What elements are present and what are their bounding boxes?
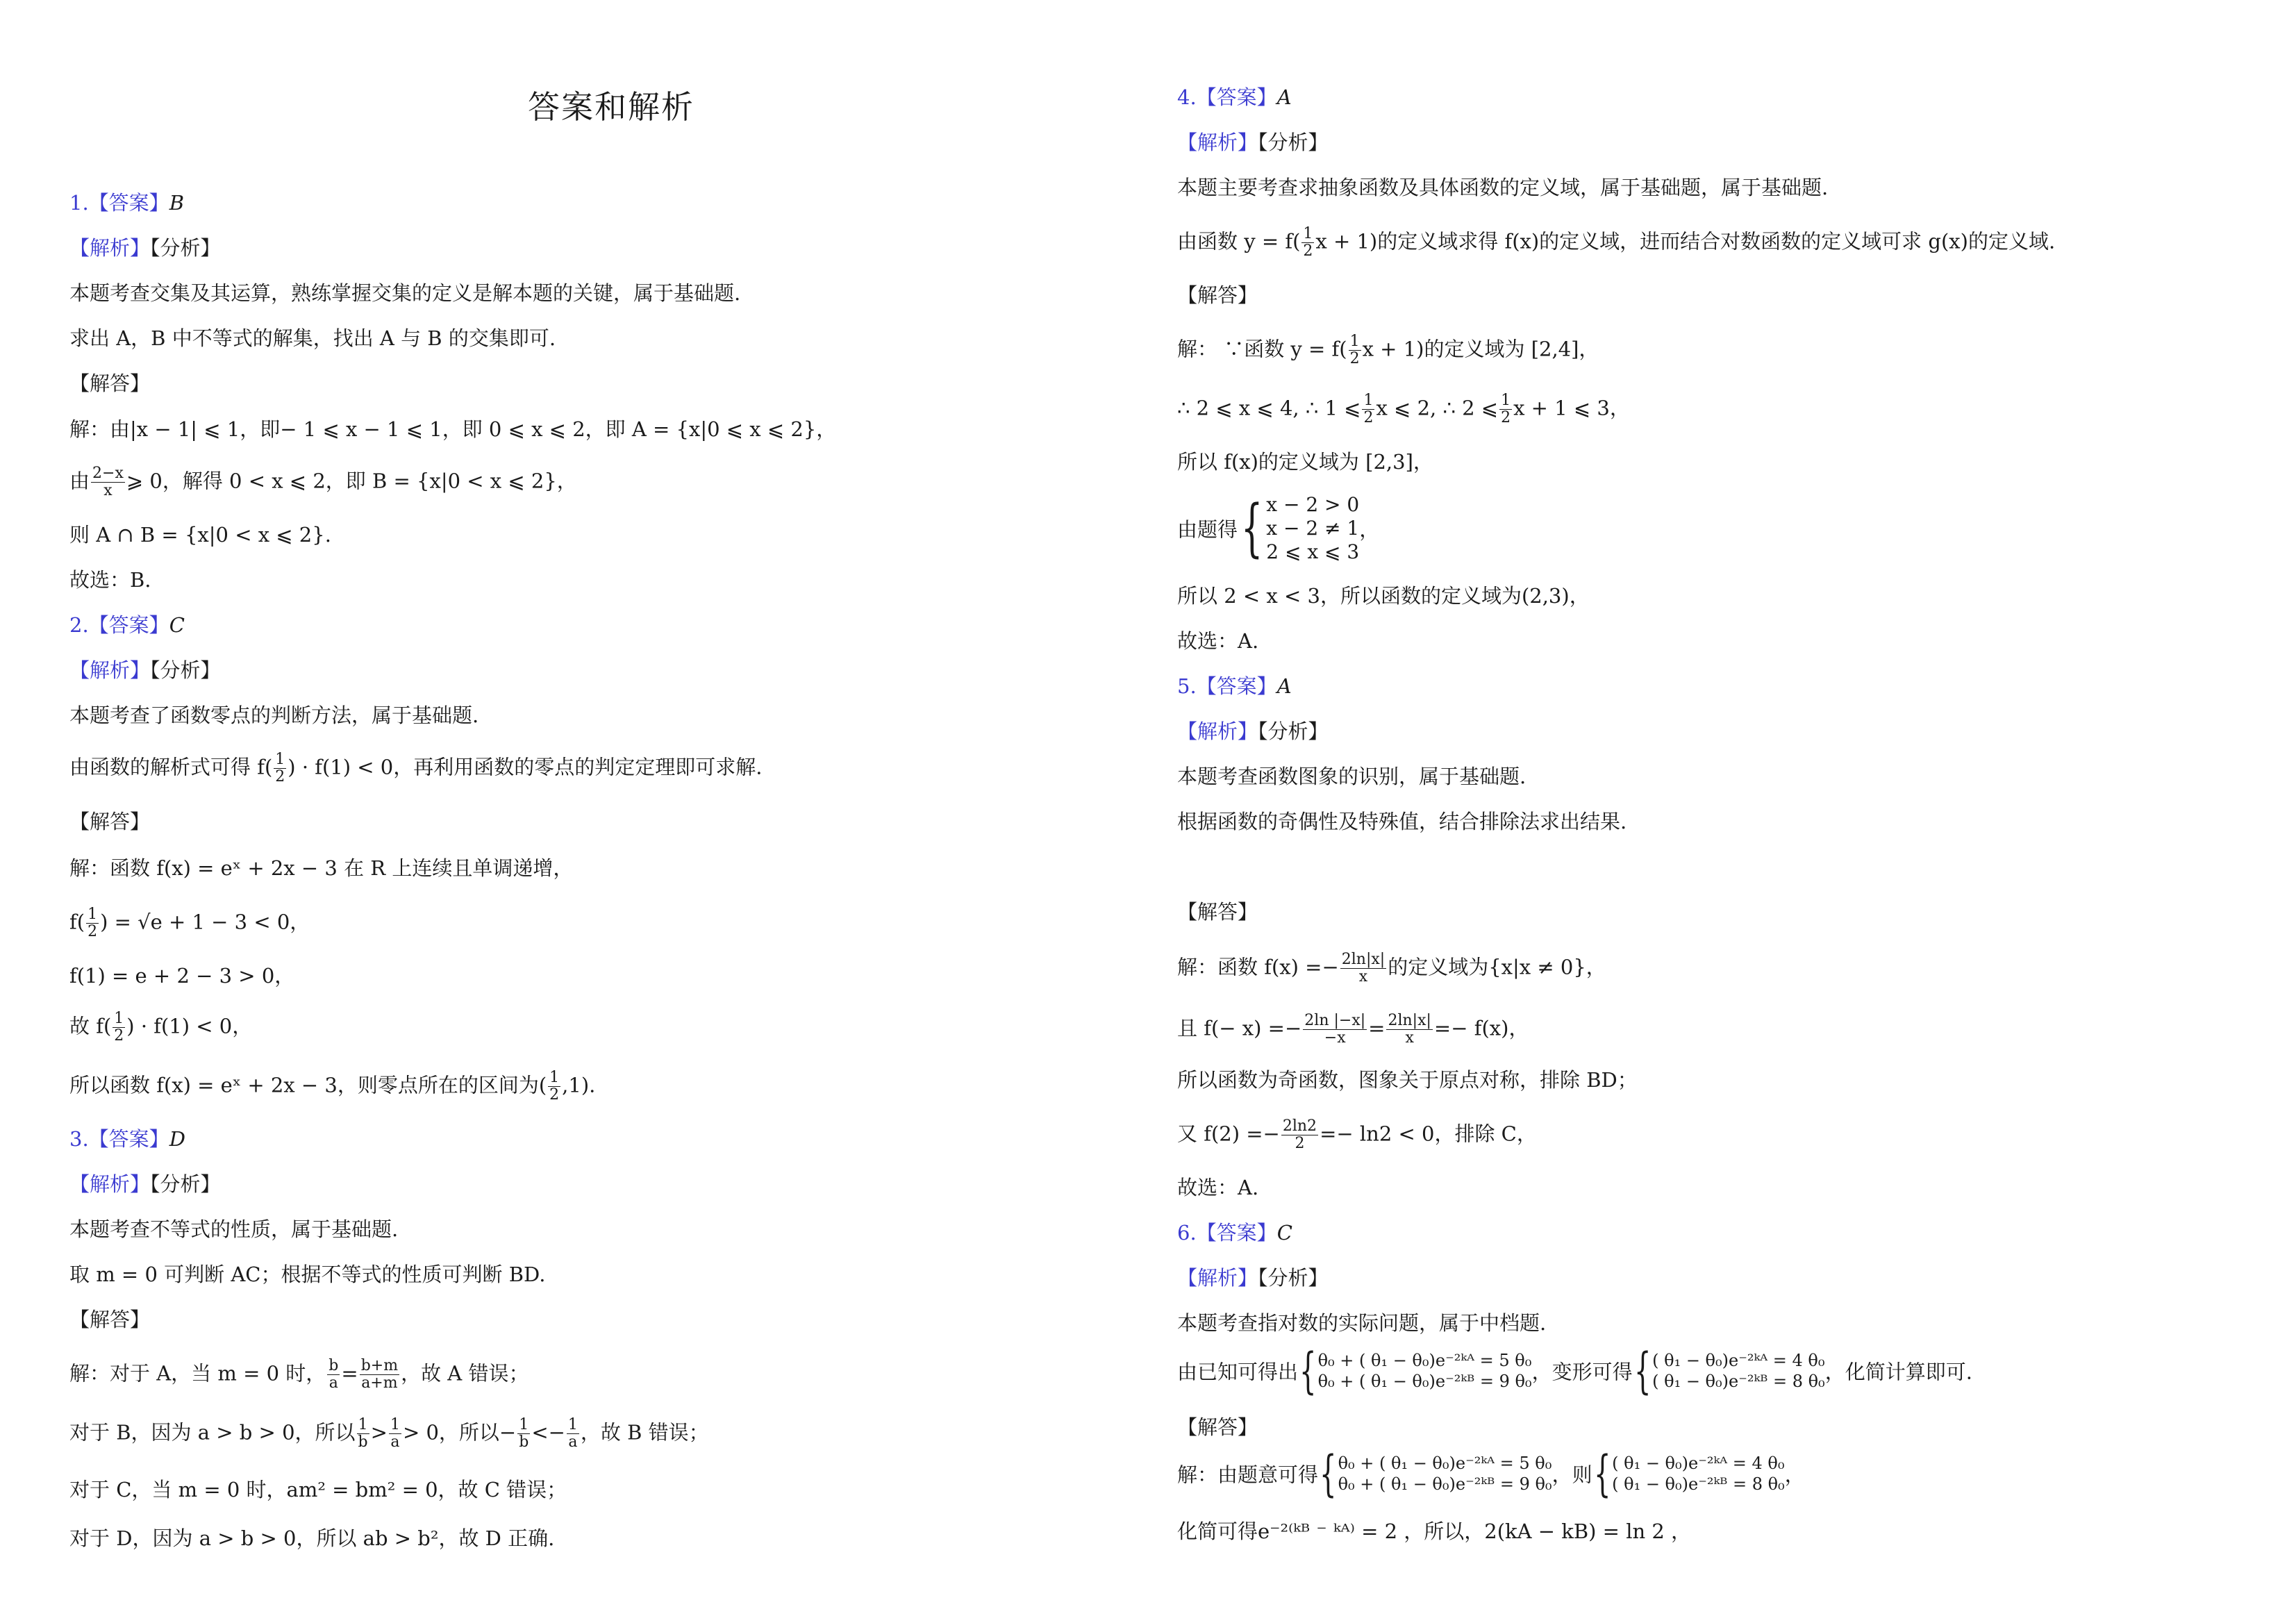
q4-analysis-1: 本题主要考查求抽象函数及具体函数的定义域，属于基础题，属于基础题. xyxy=(1177,176,1829,199)
q6-answer-line: 6.【答案】C xyxy=(1177,1221,1292,1245)
q5-solution-4: 又 f(2) =− $\frac{2\ln 2}{2}$ =− ln2 < 0，排除 C， xyxy=(1177,1117,1537,1152)
q1-answer-line: 1.【答案】B xyxy=(69,191,184,215)
q4-solution-4: 由题得{ x − 2 > 0 x − 2 ≠ 1 2 ⩽ x ⩽ 3 ， xyxy=(1177,492,1380,565)
q6-solution-tag: 【解答】 xyxy=(1177,1415,1258,1439)
q6-analysis-2: 由已知可得出{ θ₀ + ( θ₁ − θ₀)e⁻²ᵏᴬ = 5 θ₀ θ₀ + ( θ₁ − θ₀)e⁻²ᵏᴮ = 9 θ₀ ，变形可得{ ( θ₁ − θ₀)e⁻²ᵏᴬ = 4 θ₀ ( θ₁ − θ₀)e⁻²ᵏᴮ = 8 θ₀ ，化简计算即可. xyxy=(1177,1342,1972,1399)
q5-analysis-tag: 【解析】【分析】 xyxy=(1177,719,1329,743)
q3-answer-line: 3.【答案】D xyxy=(69,1127,185,1151)
q5-solution-2: 且 f(− x) =− $\frac{2\ln |-x|}{-x}$ = $\frac{2\ln|x|}{x}$ =− f(x)， xyxy=(1177,1012,1529,1047)
q4-analysis-2: 由函数 y = f( $\frac{1}{2}$ x + 1)的定义域求得 f(x)的定义域，进而结合对数函数的定义域可求 g(x)的定义域. xyxy=(1177,225,2056,260)
q5-solution-3: 所以函数为奇函数，图象关于原点对称，排除 BD； xyxy=(1177,1068,1638,1092)
q2-solution-tag: 【解答】 xyxy=(69,810,151,833)
q5-analysis-2: 根据函数的奇偶性及特殊值，结合排除法求出结果. xyxy=(1177,810,1627,833)
q4-analysis-tag: 【解析】【分析】 xyxy=(1177,131,1329,154)
q3-solution-4: 对于 D，因为 a > b > 0，所以 ab > b²，故 D 正确. xyxy=(69,1526,555,1550)
q5-solution-tag: 【解答】 xyxy=(1177,900,1258,924)
q3-solution-2: 对于 B，因为 a > b > 0，所以 $\frac{1}{b}$ > $\frac{1}{a}$ > 0，所以− $\frac{1}{b}$ <− $\frac{1}{a}$ ，故 B 错误； xyxy=(69,1416,709,1451)
q4-answer-line: 4.【答案】A xyxy=(1177,85,1292,109)
q2-analysis-2: 由函数的解析式可得 f( $\frac{1}{2}$ ) · f(1) < 0，再利用函数的零点的判定定理即可求解. xyxy=(69,751,763,785)
q4-solution-5: 所以 2 < x < 3，所以函数的定义域为(2,3)， xyxy=(1177,584,1590,608)
q1-solution-3: 则 A ∩ B = {x|0 < x ⩽ 2}. xyxy=(69,523,331,547)
q2-analysis-tag: 【解析】【分析】 xyxy=(69,658,221,682)
q5-solution-1: 解：函数 f(x) =− $\frac{2\ln|x|}{x}$ 的定义域为{x|x ≠ 0}， xyxy=(1177,951,1606,985)
q6-solution-2: 化简可得e⁻²⁽ᵏᴮ ⁻ ᵏᴬ⁾ = 2 ，所以，2(kA − kB) = ln 2 ， xyxy=(1177,1520,1692,1543)
q4-solution-1: 解： ∵函数 y = f( $\frac{1}{2}$ x + 1)的定义域为 [2,4]， xyxy=(1177,333,1599,367)
q2-answer-line: 2.【答案】C xyxy=(69,613,185,637)
q1-analysis-2: 求出 A，B 中不等式的解集，找出 A 与 B 的交集即可. xyxy=(69,326,556,350)
q3-analysis-2: 取 m = 0 可判断 AC；根据不等式的性质可判断 BD. xyxy=(69,1263,546,1286)
q2-solution-2: f( $\frac{1}{2}$ ) = √e + 1 − 3 < 0， xyxy=(69,906,310,940)
q4-solution-6: 故选：A. xyxy=(1177,629,1259,653)
q3-analysis-tag: 【解析】【分析】 xyxy=(69,1172,221,1196)
q1-solution-4: 故选：B. xyxy=(69,568,151,592)
q4-solution-2: ∴ 2 ⩽ x ⩽ 4, ∴ 1 ⩽ $\frac{1}{2}$ x ⩽ 2, ∴ 2 ⩽ $\frac{1}{2}$ x + 1 ⩽ 3， xyxy=(1177,392,1630,426)
q4-solution-tag: 【解答】 xyxy=(1177,283,1258,307)
q2-analysis-1: 本题考查了函数零点的判断方法，属于基础题. xyxy=(69,704,479,727)
q2-solution-4: 故 f( $\frac{1}{2}$ ) · f(1) < 0， xyxy=(69,1010,253,1044)
q1-analysis-tag: 【解析】【分析】 xyxy=(69,236,221,260)
q6-analysis-1: 本题考查指对数的实际问题，属于中档题. xyxy=(1177,1311,1547,1335)
q2-solution-3: f(1) = e + 2 − 3 > 0， xyxy=(69,964,295,988)
q4-solution-3: 所以 f(x)的定义域为 [2,3]， xyxy=(1177,450,1433,474)
q3-analysis-1: 本题考查不等式的性质，属于基础题. xyxy=(69,1217,399,1241)
q6-solution-1: 解：由题意可得{ θ₀ + ( θ₁ − θ₀)e⁻²ᵏᴬ = 5 θ₀ θ₀ + ( θ₁ − θ₀)e⁻²ᵏᴮ = 9 θ₀ ，则{ ( θ₁ − θ₀)e⁻²ᵏᴬ = 4 θ₀ ( θ₁ − θ₀)e⁻²ᵏᴮ = 8 θ₀ ， xyxy=(1177,1445,1805,1502)
q1-solution-1: 解：由|x − 1| ⩽ 1，即− 1 ⩽ x − 1 ⩽ 1，即 0 ⩽ x ⩽ 2，即 A = {x|0 ⩽ x ⩽ 2}， xyxy=(69,417,837,441)
q1-solution-2: 由 $\frac{2-x}{x}$ ⩾ 0，解得 0 < x ⩽ 2，即 B = {x|0 < x ⩽ 2}， xyxy=(69,465,577,499)
q2-solution-1: 解：函数 f(x) = eˣ + 2x − 3 在 R 上连续且单调递增， xyxy=(69,856,574,880)
q3-solution-1: 解：对于 A，当 m = 0 时， $\frac{b}{a}$ = $\frac{b+m}{a+m}$ ，故 A 错误； xyxy=(69,1357,529,1392)
q1-solution-tag: 【解答】 xyxy=(69,372,151,395)
q1-analysis-1: 本题考查交集及其运算，熟练掌握交集的定义是解本题的关键，属于基础题. xyxy=(69,281,741,305)
q5-answer-line: 5.【答案】A xyxy=(1177,674,1292,698)
q2-solution-5: 所以函数 f(x) = eˣ + 2x − 3，则零点所在的区间为( $\frac{1}{2}$ ,1). xyxy=(69,1069,596,1104)
q3-solution-tag: 【解答】 xyxy=(69,1308,151,1331)
q5-analysis-1: 本题考查函数图象的识别，属于基础题. xyxy=(1177,765,1526,788)
q5-solution-5: 故选：A. xyxy=(1177,1176,1259,1199)
q3-solution-3: 对于 C，当 m = 0 时，am² = bm² = 0，故 C 错误； xyxy=(69,1478,567,1501)
page-title: 答案和解析 xyxy=(528,88,694,126)
q6-analysis-tag: 【解析】【分析】 xyxy=(1177,1266,1329,1290)
